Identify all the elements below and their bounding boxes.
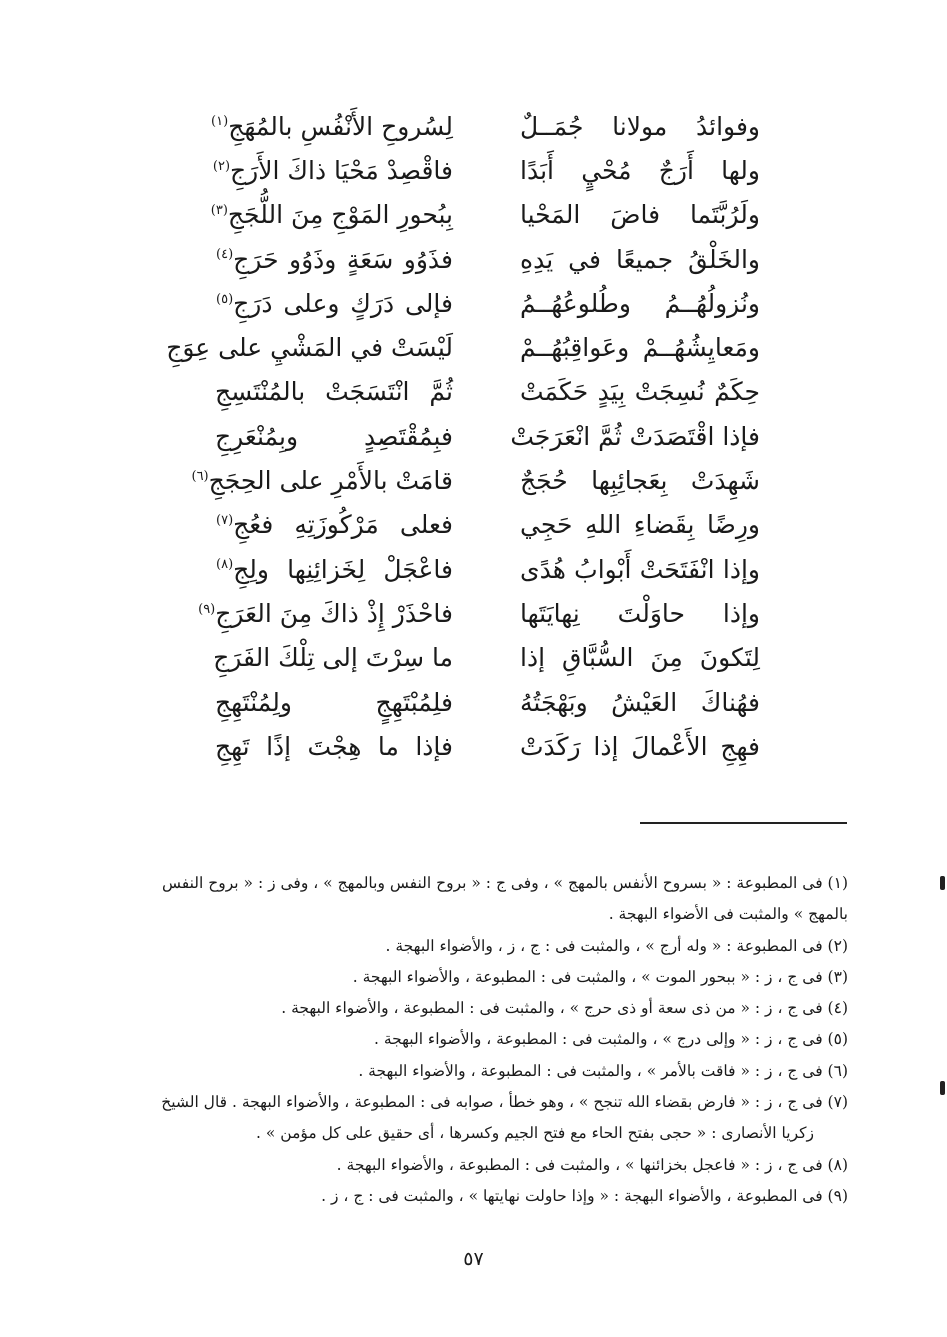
verse-second-hemistich — [215, 510, 453, 540]
verse-second-text: فإلى دَرَكٍ وعلى دَرَجِ — [233, 288, 453, 318]
verse-second-text: فعلى مَرْكُوزَتِهِ فعُجِ — [233, 510, 453, 540]
verse-second-text: فبِمُقْتَصِدٍ وبِمُنْعَرِجِ — [215, 421, 453, 451]
verse — [210, 193, 760, 237]
verse-first-hemistich: لِتَكونَ مِنَ السُّبَّاقِ إذا — [520, 643, 760, 673]
footnote-line: (٦) فى ج ، ز : « فاقت بالأمر » ، والمثبت فى : المطبوعة ، والأضواء البهجة . — [358, 1061, 848, 1080]
verse-second-text: فاعْجَلْ لِخَزائِنِها ولِجِ — [233, 554, 453, 584]
verse — [215, 680, 760, 724]
verse-second-hemistich — [210, 200, 453, 230]
verse-first-hemistich: ونُزولُهُــمُ وطُلوعُهُــمُ — [520, 288, 760, 318]
footnote-line: بالمهج » والمثبت فى الأضواء البهجة . — [608, 905, 848, 924]
verse-second-hemistich — [211, 111, 453, 141]
verse-second-hemistich — [215, 244, 453, 274]
verse-second-text: فاقْصِدْ مَحْيَا ذاكَ الأَرَجِ — [230, 155, 453, 185]
verse-second-text: بِبُحورِ المَوْجِ مِنَ اللُّجَجِ — [227, 200, 453, 230]
verse — [212, 148, 760, 192]
footnote-line: (٩) فى المطبوعة ، والأضواء البهجة : « وإذا حاولت نهايتها » ، والمثبت فى : ج ، ز . — [321, 1186, 848, 1205]
verse-first-hemistich: وإذا انْفَتَحَتْ أَبْوابُ هُدًى — [520, 554, 760, 584]
verse-second-hemistich — [191, 466, 453, 496]
verse-first-hemistich: ولَرُبَّتَما فاضَ المَحْيا — [520, 200, 760, 230]
footnote-reference[interactable]: (٩) — [198, 601, 216, 617]
footnote-line: (٤) فى ج ، ز : « من ذى سعة أو ذى حرج » ، والمثبت فى : المطبوعة ، والأضواء البهجة . — [281, 999, 848, 1018]
verse-first-hemistich: فإذا اقْتَصَدَتْ ثُمَّ انْعَرَجَتْ — [510, 421, 760, 451]
verse — [215, 370, 760, 414]
verse-first-hemistich: ومَعايِشُهُــمْ وعَواقِبُهُــمْ — [520, 333, 760, 363]
verse-first-hemistich: والخَلْقُ جميعًا في يَدِهِ — [520, 244, 760, 274]
verse-second-text: ثُمَّ انْتَسَجَتْ بالمُنْتَسِجِ — [215, 377, 453, 407]
footnote-line: (٢) فى المطبوعة : « وله أرج » ، والمثبت فى : ج ، ز ، والأضواء البهجة . — [385, 936, 848, 955]
footnote-reference[interactable]: (٨) — [216, 557, 234, 573]
verse-first-hemistich: فهُناكَ العَيْشُ وبَهْجَتُهُ — [520, 687, 760, 717]
page-number: ٥٧ — [463, 1248, 484, 1270]
verse-second-hemistich — [166, 333, 453, 363]
footnotes — [130, 868, 848, 1212]
verse-second-hemistich — [212, 155, 453, 185]
footnote-reference[interactable]: (٢) — [212, 158, 231, 174]
verse-second-hemistich — [198, 598, 453, 628]
verse — [198, 591, 760, 635]
verse-first-hemistich: ورِضًا بِقَضاءِ اللهِ حَجِي — [520, 510, 760, 540]
verse-second-hemistich — [215, 377, 453, 407]
footnote-reference[interactable]: (٥) — [216, 291, 234, 307]
verse-first-hemistich: وإذا حاوَلْتَ نِهايَتَها — [520, 598, 760, 628]
verse — [211, 104, 760, 148]
verse — [215, 414, 760, 458]
verse-second-text: لِسُروحِ الأَنْفُسِ بالمُهَجِ — [228, 111, 453, 141]
verse-first-hemistich: حِكَمٌ نُسِجَتْ بِيَدٍ حَكَمَتْ — [520, 377, 760, 407]
poem — [166, 104, 760, 768]
footnote-line: (٣) فى ج ، ز : « ببحور الموت » ، والمثبت فى : المطبوعة ، والأضواء البهجة . — [352, 967, 848, 986]
verse-first-hemistich: شَهِدَتْ بِعَجائِبِها حُجَجٌ — [520, 466, 760, 496]
verse-second-hemistich — [215, 421, 453, 451]
verse-second-text: فذَوُو سَعَةٍ وذَوُو حَرَجِ — [233, 244, 453, 274]
footnote-reference[interactable]: (٣) — [210, 202, 228, 218]
margin-mark — [940, 876, 945, 890]
verse-second-text: قامَتْ بالأَمْرِ على الحِجَجِ — [208, 466, 453, 496]
verse-second-text: فإذا ما هِجْتَ إذًا تَهِجِ — [215, 731, 453, 761]
footnote-separator — [640, 822, 847, 824]
verse — [215, 636, 760, 680]
footnote-reference[interactable]: (٤) — [216, 247, 234, 263]
verse — [166, 325, 760, 369]
verse-second-hemistich — [215, 731, 453, 761]
margin-mark — [940, 1081, 945, 1095]
footnote-line: (٥) فى ج ، ز : « وإلى درج » ، والمثبت فى : المطبوعة ، والأضواء البهجة . — [373, 1030, 848, 1049]
footnote-reference[interactable]: (١) — [211, 114, 229, 130]
verse-second-hemistich — [215, 554, 453, 584]
footnote-line: زكريا الأنصارى : « حجى بفتح الحاء مع فتح الجيم وكسرها ، أى حقيق على كل مؤمن » . — [256, 1124, 814, 1143]
verse — [215, 237, 760, 281]
verse — [215, 503, 760, 547]
footnote-line: (٨) فى ج ، ز : « فاعجل بخزائنها » ، والمثبت فى : المطبوعة ، والأضواء البهجة . — [336, 1155, 848, 1174]
verse — [215, 281, 760, 325]
verse-first-hemistich: ولها أَرَجٌ مُحْيٍ أَبَدًا — [520, 155, 760, 185]
verse-second-text: لَيْسَتْ في المَشْيِ على عِوَجِ — [166, 333, 453, 363]
verse-second-hemistich — [213, 643, 453, 673]
verse-second-text: فاحْذَرْ إِذْ ذاكَ مِنَ العَرَجِ — [215, 598, 453, 628]
verse — [215, 547, 760, 591]
verse-first-hemistich: وفوائدُ مولانا جُمَــلٌ — [520, 111, 760, 141]
verse — [191, 458, 760, 502]
footnote-reference[interactable]: (٦) — [191, 468, 209, 484]
verse-second-text: ما سِرْتَ إلى تِلْكَ الفَرَجِ — [213, 643, 453, 673]
footnote-line: (٧) فى ج ، ز : « فارض بقضاء الله تنجح » ، وهو خطأ ، صوابه فى : المطبوعة ، والأضواء البهجة . قال الشيخ — [161, 1093, 848, 1112]
verse-second-text: فلِمُبْتَهِجٍ ولِمُنْتَهِجِ — [215, 687, 453, 717]
verse-first-hemistich: فهِجِ الأَعْمالَ إذا رَكَدَتْ — [520, 731, 760, 761]
footnote-reference[interactable]: (٧) — [216, 512, 234, 528]
footnote-line: (١) فى المطبوعة : « بسروح الأنفس بالمهج » ، وفى ج : « بروح النفس وبالمهج » ، وفى ز : « بروح النفس — [162, 874, 848, 892]
verse-second-hemistich — [215, 288, 453, 318]
verse — [215, 724, 760, 768]
verse-second-hemistich — [215, 687, 453, 717]
